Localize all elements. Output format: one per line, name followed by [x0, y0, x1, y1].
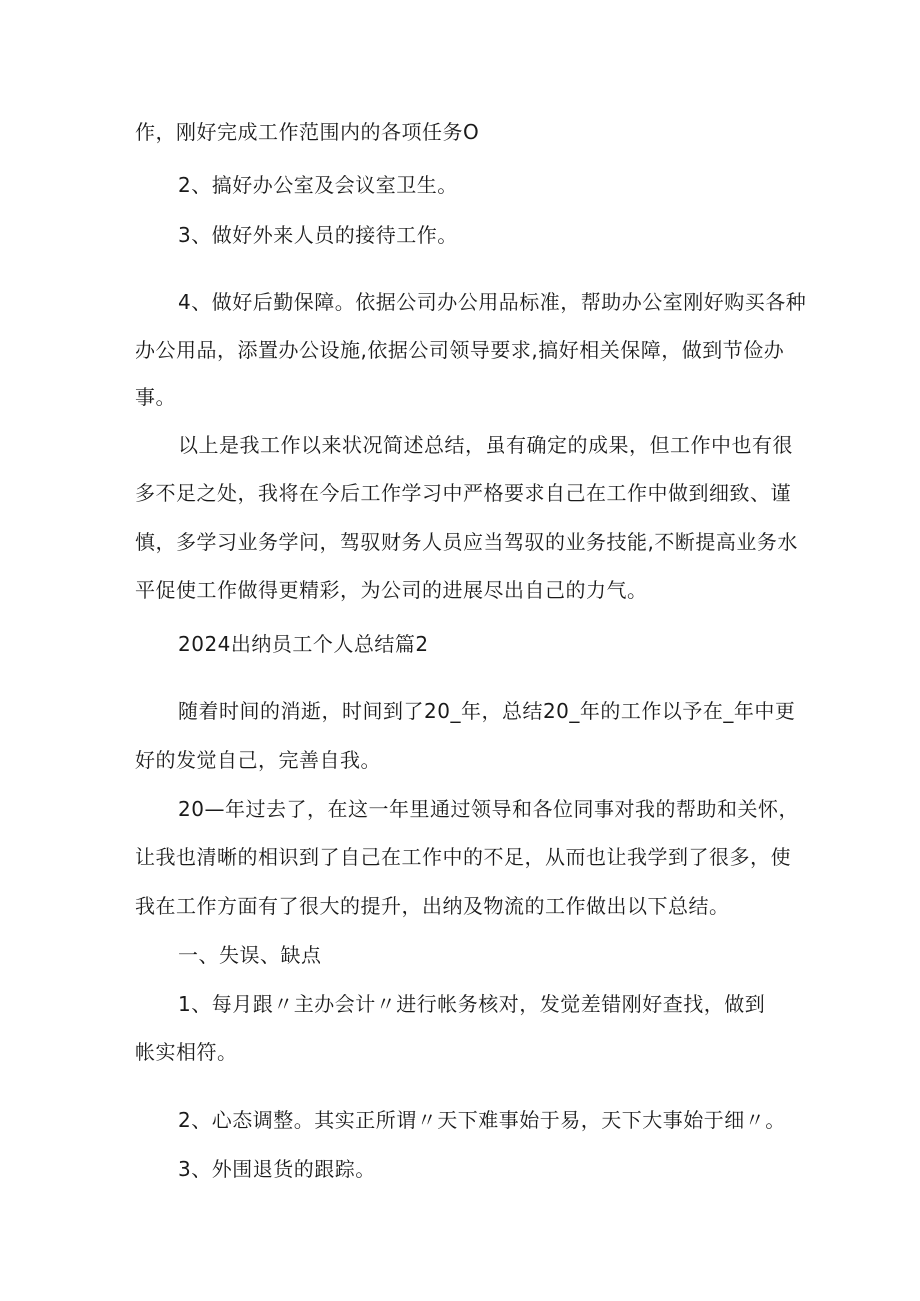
- list-item-4-line-1: 4、做好后勤保障。依据公司办公用品标准，帮助办公室刚好购买各种: [178, 290, 807, 314]
- mistake-item-1-line-1: 1、每月跟〃主办会计〃进行帐务核对，发觉差错刚好查找，做到: [178, 992, 766, 1016]
- summary-paragraph-line-1: 以上是我工作以来状况简述总结，虽有确定的成果，但工作中也有很: [178, 433, 793, 457]
- review-paragraph-line-3: 我在工作方面有了很大的提升，出纳及物流的工作做出以下总结。: [135, 894, 730, 918]
- text-line-continuation: 作，刚好完成工作范围内的各项任务O: [135, 120, 480, 144]
- intro-paragraph-line-1: 随着时间的消逝，时间到了20_年，总结20_年的工作以予在_年中更: [178, 699, 796, 723]
- mistake-item-3: 3、外围退货的跟踪。: [178, 1157, 376, 1181]
- review-paragraph-line-2: 让我也清晰的相识到了自己在工作中的不足，从而也让我学到了很多，使: [135, 845, 791, 869]
- mistake-item-2: 2、心态调整。其实正所谓〃天下难事始于易，天下大事始于细〃。: [178, 1108, 786, 1132]
- summary-paragraph-line-4: 平促使工作做得更精彩，为公司的进展尽出自己的力气。: [135, 578, 648, 602]
- intro-paragraph-line-2: 好的发觉自己，完善自我。: [135, 748, 381, 772]
- list-item-4-line-3: 事。: [135, 385, 176, 409]
- list-item-2: 2、搞好办公室及会议室卫生。: [178, 173, 458, 197]
- subheading-mistakes: 一、失误、缺点: [178, 943, 322, 967]
- summary-paragraph-line-2: 多不足之处，我将在今后工作学习中严格要求自己在工作中做到细致、谨: [135, 481, 791, 505]
- list-item-4-line-2: 办公用品，添置办公设施,依据公司领导要求,搞好相关保障，做到节俭办: [135, 338, 785, 362]
- section-heading: 2024出纳员工个人总结篇2: [178, 632, 429, 656]
- mistake-item-1-line-2: 帐实相符。: [135, 1040, 238, 1064]
- list-item-3: 3、做好外来人员的接待工作。: [178, 223, 458, 247]
- review-paragraph-line-1: 20—年过去了，在这一年里通过领导和各位同事对我的帮助和关怀，: [178, 797, 799, 821]
- summary-paragraph-line-3: 慎，多学习业务学问，驾驭财务人员应当驾驭的业务技能,不断提高业务水: [135, 530, 798, 554]
